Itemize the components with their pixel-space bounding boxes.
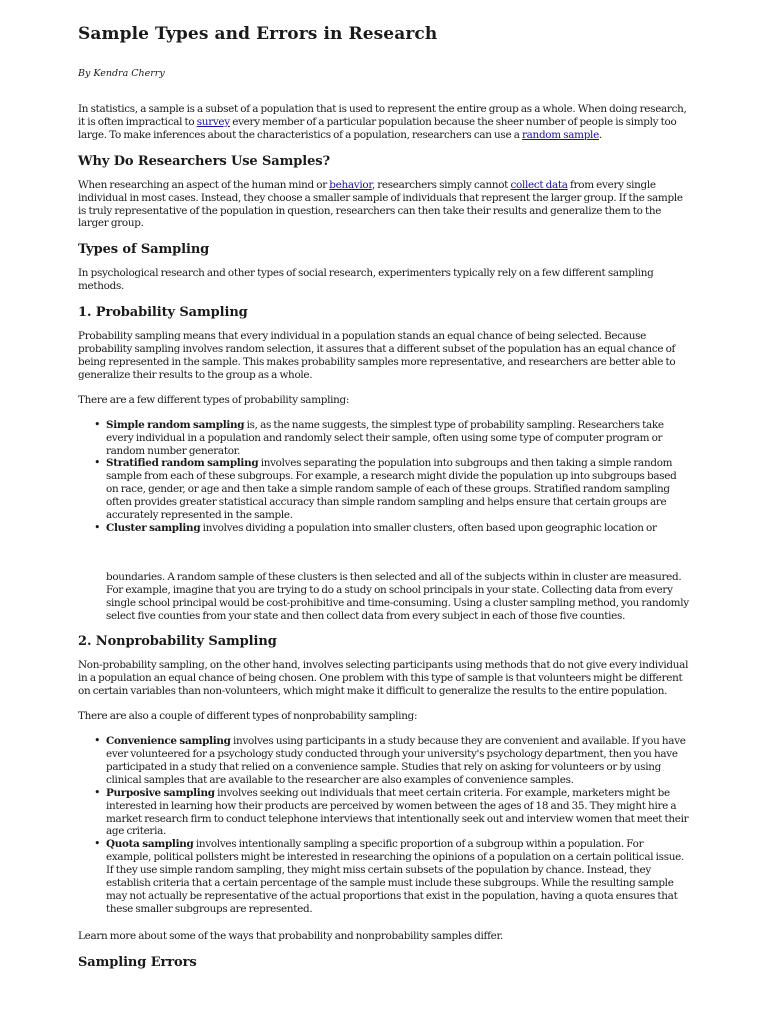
types-heading: Types of Sampling <box>78 242 210 258</box>
list-text: involves seeking out individuals that meet certain criteria. For example, marketers might be interested in learning how their products are perceived by women between the ages of 18 and 35. They might hire a market research firm to conduct telephone interviews that intentionally seek out and interview women that meet their age criteria. <box>106 786 689 838</box>
list-item <box>94 520 690 535</box>
list-item <box>94 417 690 458</box>
list-term: Convenience sampling <box>106 735 231 748</box>
list-item <box>94 785 690 839</box>
probability-paragraph: Probability sampling means that every individual in a population stands an equal chance of being selected. Because probability sampling involves random selection, it assures that a different subset of the population has an equal chance of being represented in the sample. This makes probability samples more representative, and researchers are better able to generalize their results to the group as a whole. <box>78 330 676 381</box>
intro-text-3: . <box>598 128 602 141</box>
nonprobability-list <box>78 735 690 916</box>
learn-more-paragraph: Learn more about some of the ways that probability and nonprobability samples differ. <box>78 929 504 942</box>
bullet-icon: • <box>94 734 101 748</box>
intro-text-2: every member of a particular population because the sheer number of people is simply too large. To make inferences about the characteristics of a population, researchers can use a <box>78 115 677 141</box>
list-text: is, as the name suggests, the simplest type of probability sampling. Researchers take every individual in a population and randomly select their sample, often using some type of computer program or random number generator. <box>106 418 664 457</box>
list-item <box>94 734 690 787</box>
types-paragraph: In psychological research and other types of social research, experimenters typically rely on a few different sampling methods. <box>78 267 654 293</box>
bullet-icon: • <box>94 417 101 431</box>
why-heading: Why Do Researchers Use Samples? <box>78 153 331 169</box>
list-text: involves intentionally sampling a specific proportion of a subgroup within a population. For example, political pollsters might be interested in researching the opinions of a population on a certain political issue. If they use simple random sampling, they might miss certain subsets of the population by chance. Instead, they establish criteria that a certain percentage of the sample must include these subgroups. While the resulting sample may not actually be representative of the actual proportions that exist in the population, having a quota ensures that these smaller subgroups are represented. <box>106 838 684 915</box>
bullet-icon: • <box>94 520 101 534</box>
probability-list <box>78 419 690 535</box>
collect-data-link[interactable]: collect data <box>510 178 568 191</box>
page-break-gap <box>78 535 690 571</box>
list-term: Quota sampling <box>106 838 194 851</box>
list-item <box>94 837 690 915</box>
intro-text-1: In statistics, a sample is a subset of a population that is used to represent the entire group as a whole. When doing research, it is often impractical to <box>78 103 687 128</box>
probability-heading: 1. Probability Sampling <box>78 305 248 321</box>
probability-lead: There are a few different types of probability sampling: <box>78 393 350 406</box>
bullet-icon: • <box>94 456 101 470</box>
list-text: involves separating the population into subgroups and then taking a simple random sample from each of these subgroups. For example, a research might divide the population up into subgroups based on race, gender, or age and then take a simple random sample of each of these groups. Stratified random sampling often provides greater statistical accuracy than simple random sampling and helps ensure that certain groups are accurately represented in the sample. <box>106 457 677 522</box>
page-title: Sample Types and Errors in Research <box>78 24 438 44</box>
bullet-icon: • <box>94 785 101 799</box>
behavior-link[interactable]: behavior <box>329 178 372 191</box>
bullet-icon: • <box>94 837 101 851</box>
cluster-continued: boundaries. A random sample of these clusters is then selected and all of the subjects within in cluster are measured. For example, imagine that you are trying to do a study on school principals in your state. Collecting data from every single school principal would be cost-prohibitive and time-consuming. Using a cluster sampling method, you randomly select five counties from your state and then collect data from every subject in each of those five counties. <box>106 570 689 622</box>
why-paragraph <box>78 179 690 231</box>
list-term: Purposive sampling <box>106 786 215 799</box>
nonprobability-lead: There are also a couple of different types of nonprobability sampling: <box>78 710 418 723</box>
why-text-3: from every single individual in most cases. Instead, they choose a smaller sample of individuals that represent the larger group. If the sample is truly representative of the population in question, researchers can then take their results and generalize them to the larger group. <box>78 178 683 230</box>
nonprobability-heading: 2. Nonprobability Sampling <box>78 634 277 650</box>
sampling-errors-heading: Sampling Errors <box>78 954 197 970</box>
byline: By Kendra Cherry <box>78 68 165 79</box>
why-text-1: When researching an aspect of the human mind or <box>78 178 330 191</box>
list-text: involves dividing a population into smaller clusters, often based upon geographic location or <box>200 521 657 534</box>
why-text-2: , researchers simply cannot <box>371 178 511 191</box>
list-term: Cluster sampling <box>106 521 201 534</box>
list-term: Simple random sampling <box>106 418 245 431</box>
list-item <box>94 456 690 522</box>
list-term: Stratified random sampling <box>106 457 259 470</box>
survey-link[interactable]: survey <box>196 115 230 128</box>
intro-paragraph <box>78 103 690 142</box>
list-text: involves using participants in a study because they are convenient and available. If you have ever volunteered for a psychology study conducted through your university's psychology department, then you have participated in a study that relied on a convenience sample. Studies that rely on asking for volunteers or by using clinical samples that are available to the researcher are also examples of convenience samples. <box>106 735 686 786</box>
nonprobability-paragraph: Non-probability sampling, on the other hand, involves selecting participants using methods that do not give every individual in a population an equal chance of being chosen. One problem with this type of sample is that volunteers might be different on certain variables than non-volunteers, which might make it difficult to generalize the results to the entire population. <box>78 659 689 698</box>
random-sample-link[interactable]: random sample <box>522 128 599 141</box>
